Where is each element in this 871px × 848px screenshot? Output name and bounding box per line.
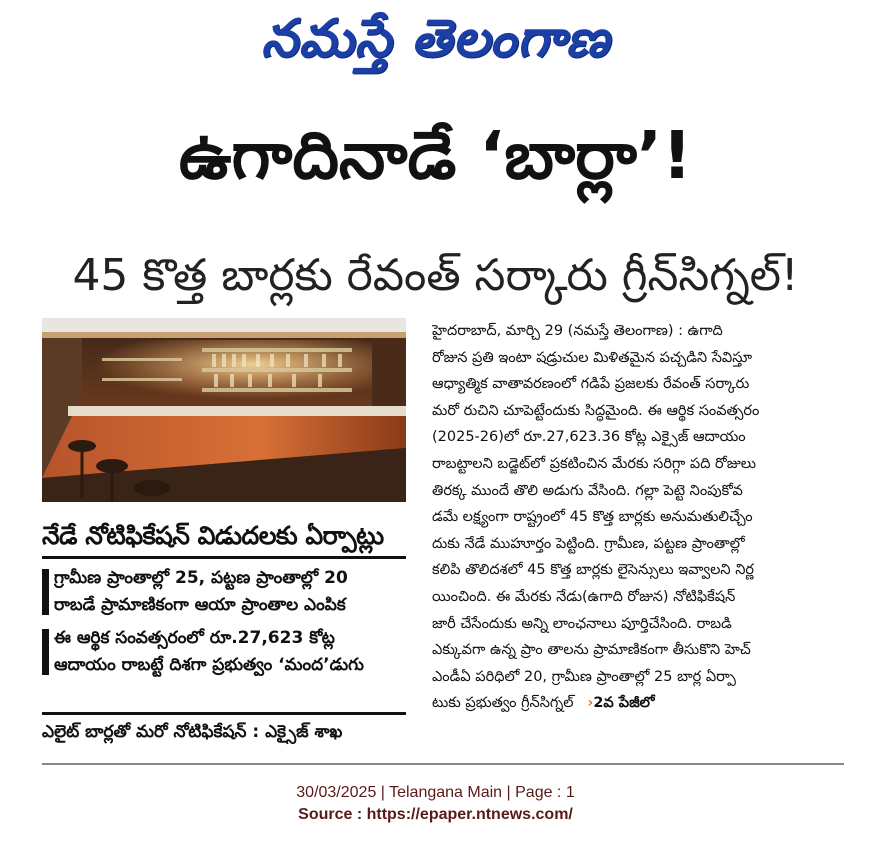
continue-label: 2వ పేజీలో (593, 695, 655, 712)
article-line: జారీ చేసేందుకు అన్ని లాంఛనాలు పూర్తిచేసింది. రాబడి (432, 615, 732, 632)
article-line: డమే లక్ష్యంగా రాష్ట్రంలో 45 కొత్త బార్లకు అనుమతులిచ్చేం (432, 509, 753, 526)
chevron-right-icon: › (587, 695, 594, 712)
article-line: ఎక్కువగా ఉన్న ప్రాం తాలను ప్రామాణికంగా తీసుకొని హెచ్ (432, 642, 751, 659)
article-line: రోజున ప్రతి ఇంటా షడ్రుచుల మిళితమైన పచ్చడిని సేవిస్తూ (432, 349, 753, 366)
article-line: మరో రుచిని చూపెట్టేందుకు సిద్ధమైంది. ఈ ఆర్థిక సంవత్సరం (432, 402, 760, 419)
sidebar-bullet (42, 565, 406, 619)
sidebar-title: నేడే నోటిఫికేషన్ విడుదలకు ఏర్పాట్లు (42, 521, 384, 550)
bar-photo (42, 318, 406, 502)
edition-info: 30/03/2025 | Telangana Main | Page : 1 (296, 784, 575, 801)
subheadline: 45 కొత్త బార్లకు రేవంత్ సర్కారు గ్రీన్‌సిగ్నల్! (72, 250, 799, 301)
article-line: ఆధ్యాత్మిక వాతావరణంలో గడిపే ప్రజలకు రేవంత్ సర్కారు (432, 376, 750, 393)
article-body (432, 318, 844, 717)
newspaper-logo-title: నమస్తే తెలంగాణ (261, 8, 610, 69)
article-line: కలిపి తొలిదశలో 45 కొత్త బార్లకు లైసెన్సులు ఇవ్వాలని నిర్ణ (432, 562, 754, 579)
article-line: (2025-26)లో రూ.27,623.36 కోట్ల ఎక్సైజ్ ఆదాయం (432, 429, 746, 446)
article-line: హైదరాబాద్, మార్చి 29 (నమస్తే తెలంగాణ) : ఉగాది (432, 323, 723, 339)
article-line-end: టుకు ప్రభుత్వం గ్రీన్‌సిగ్నల్ (432, 695, 574, 712)
masthead (0, 4, 871, 74)
article-line: ఎండీఏ పరిధిలో 20, గ్రామీణ ప్రాంతాల్లో 25 బార్ల ఏర్పా (432, 668, 736, 685)
continue-link[interactable] (587, 695, 654, 711)
sidebar-footer: ఎలైట్ బార్లతో మరో నోటిఫికేషన్ : ఎక్సైజ్ శాఖ (42, 722, 343, 742)
bullet-line: ఆదాయం రాబట్టే దిశగా ప్రభుత్వం ‘మంద’డుగు (54, 655, 364, 675)
article-line: యించింది. ఈ మేరకు నేడు(ఉగాది రోజున) నోటిఫికేషన్ (432, 588, 736, 605)
footer-divider (42, 763, 844, 765)
source-link[interactable]: Source : https://epaper.ntnews.com/ (298, 806, 573, 823)
bullet-line: గ్రామీణ ప్రాంతాల్లో 25, పట్టణ ప్రాంతాల్లో 20 (54, 568, 348, 588)
sidebar-divider (42, 556, 406, 559)
bar-interior-image (42, 318, 406, 502)
sidebar-bullets (42, 565, 406, 685)
article-line: తిరక్క ముందే తొలి అడుగు వేసింది. గల్లా పెట్టె నింపుకోవ (432, 482, 743, 499)
article-line: దుకు నేడే ముహూర్తం పెట్టింది. గ్రామీణ, పట్టణ ప్రాంతాల్లో (432, 535, 745, 552)
sidebar-bullet (42, 625, 406, 679)
article-last-line (432, 690, 844, 717)
headline: ఉగాదినాడే ‘బార్లా’! (178, 117, 693, 194)
sidebar-divider (42, 712, 406, 715)
page-footer (0, 782, 871, 826)
article-line: రాబట్టాలని బడ్జెట్‌లో ప్రకటించిన మేరకు సరిగ్గా పది రోజులు (432, 455, 757, 472)
bullet-line: ఈ ఆర్థిక సంవత్సరంలో రూ.27,623 కోట్ల (54, 628, 335, 648)
bullet-line: రాబడే ప్రామాణికంగా ఆయా ప్రాంతాల ఎంపిక (54, 595, 346, 615)
